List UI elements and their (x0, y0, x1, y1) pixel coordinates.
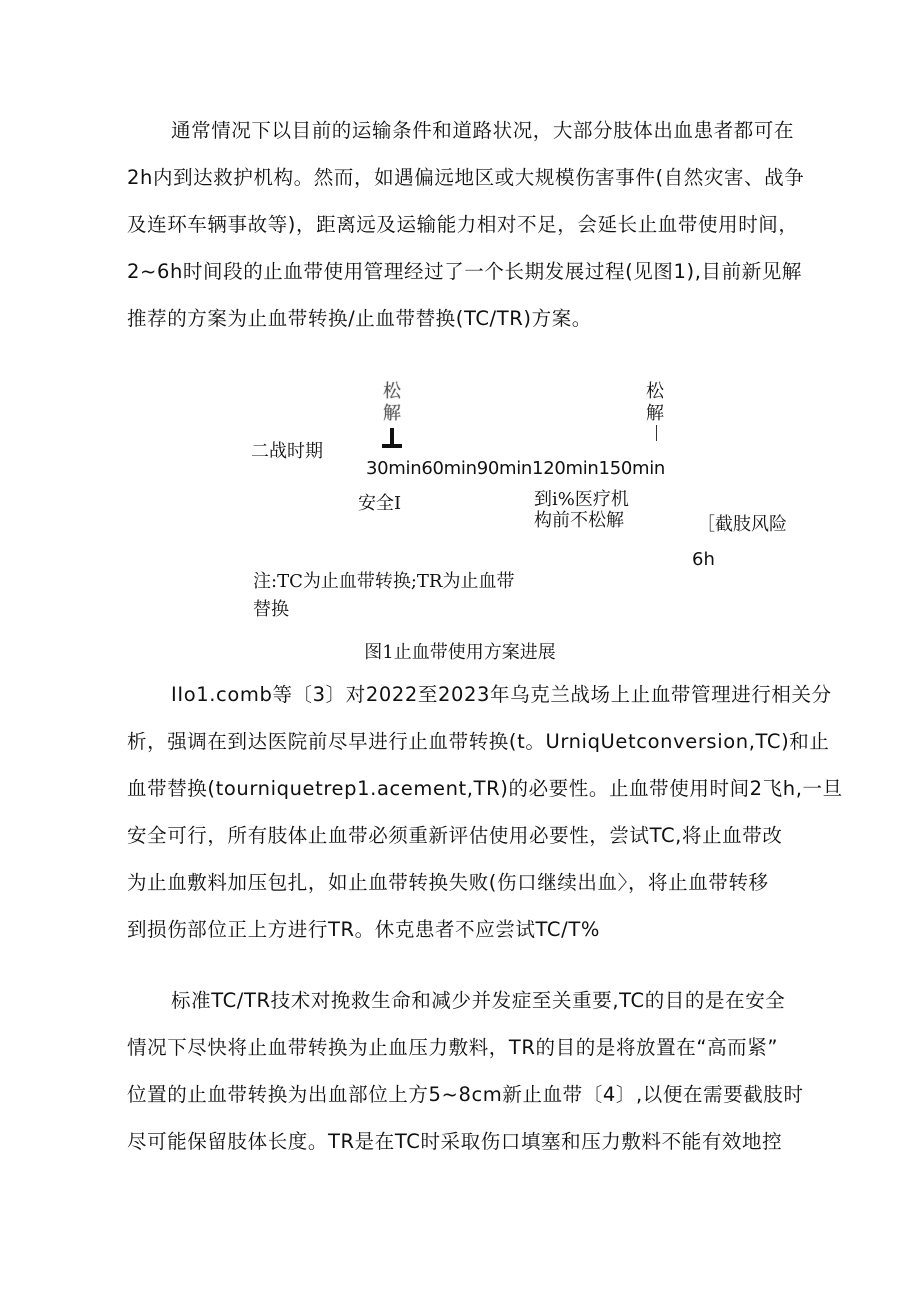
label-ww2: 二战时期 (251, 441, 323, 462)
text-line: 通常情况下以目前的运输条件和道路状况，大部分肢体出血患者都可在 (171, 119, 795, 142)
text-line: 血带替换(tourniquetrep1.acement,TR)的必要性。止血带使用时间2飞h,一旦 (127, 777, 843, 800)
text-line: 尽可能保留肢体长度。TR是在TC时采取伤口填塞和压力敷料不能有效地控 (127, 1130, 783, 1153)
label-before-hospital-line1: 到i%医疗机 (534, 489, 629, 510)
text-line: 情况下尽快将止血带转换为止血压力敷料，TR的目的是将放置在“高而紧” (127, 1036, 779, 1059)
text-line: 析，强调在到达医院前尽早进行止血带转换(t。UrniqUetconversion,TC)和止 (127, 730, 830, 753)
text-line: 及连环车辆事故等)，距离远及运输能力相对不足，会延长止血带使用时间， (127, 213, 799, 236)
text-line: 标准TC/TR技术对挽救生命和减少并发症至关重要,TC的目的是在安全 (171, 989, 786, 1012)
figure-caption: 图1止血带使用方案进展 (364, 642, 556, 663)
release-tick-icon (656, 425, 657, 441)
paragraph-ukraine-analysis (127, 671, 843, 953)
text-line: 到损伤部位正上方进行TR。休克患者不应尝试TC/T% (127, 918, 600, 941)
paragraph-intro (127, 107, 807, 342)
time-axis-labels: 30min60min90min120min150min (366, 458, 666, 479)
figure-note: 注:TC为止血带转换;TR为止血带替换 (253, 571, 515, 620)
label-amputation-risk: ［截肢风险 (697, 514, 787, 535)
label-safe: 安全I (358, 493, 402, 514)
release-marker-icon (382, 428, 402, 448)
text-line: IIo1.comb等〔3〕对2022至2023年乌克兰战场上止血带管理进行相关分 (171, 683, 832, 706)
label-before-hospital-line2: 构前不松解 (534, 510, 624, 531)
text-line: 2h内到达救护机构。然而，如遇偏远地区或大规模伤害事件(自然灾害、战争 (127, 166, 805, 189)
text-line: 为止血敷料加压包扎，如止血带转换失败(伤口继续出血〉，将止血带转移 (127, 871, 769, 894)
release-label-left: 松解 (383, 381, 401, 424)
text-line: 推荐的方案为止血带转换/止血带替换(TC/TR)方案。 (127, 307, 592, 330)
text-line: 2~6h时间段的止血带使用管理经过了一个长期发展过程(见图1),目前新见解 (127, 260, 803, 283)
paragraph-tc-tr-technique (127, 977, 807, 1165)
text-line: 安全可行，所有肢体止血带必须重新评估使用必要性，尝试TC,将止血带改 (127, 824, 783, 847)
label-6h: 6h (692, 549, 715, 570)
text-line: 位置的止血带转换为出血部位上方5~8cm新止血带〔4〕,以便在需要截肢时 (127, 1083, 804, 1106)
release-label-right: 松解 (646, 381, 664, 424)
